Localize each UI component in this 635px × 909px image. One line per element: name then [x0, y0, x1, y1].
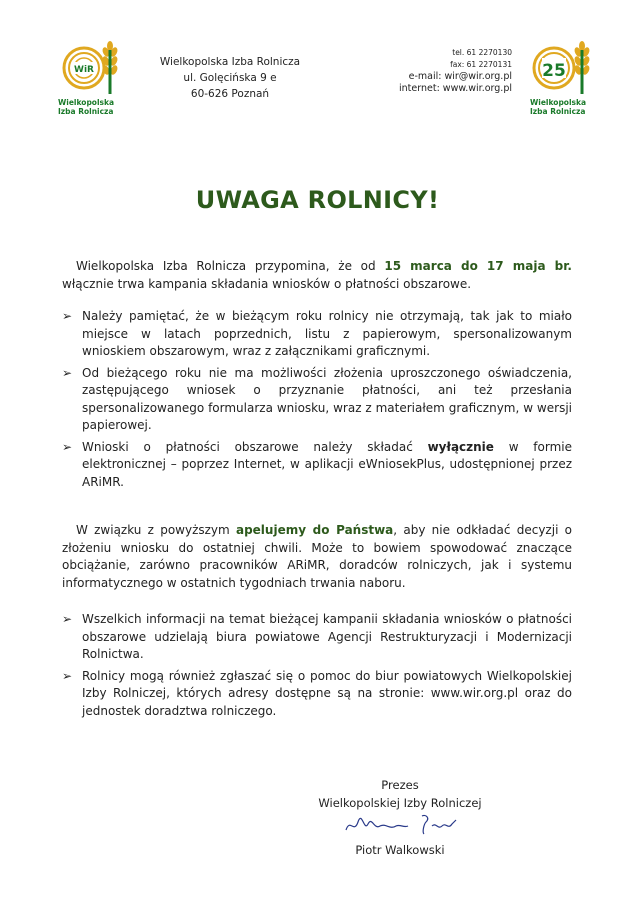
address-line: Wielkopolska Izba Rolnicza: [159, 56, 301, 68]
contact-tel: tel. 61 2270130: [452, 48, 512, 57]
anniversary-logo-icon: [522, 36, 602, 98]
svg-text:25: 25: [542, 61, 566, 81]
wir-logo-left: [50, 36, 130, 122]
arrow-bullet-icon: ➢: [62, 612, 73, 626]
contact-website[interactable]: internet: www.wir.org.pl: [399, 83, 512, 94]
list-item-text: Wnioski o płatności obszarowe należy składać: [82, 439, 428, 454]
list-item-text: Wszelkich informacji na temat bieżącej kampanii składania wniosków o płatności obszarowe udzielają biura powiatowe Agencji Restrukturyzacji i Modernizacji Rolnictwa.: [82, 612, 572, 661]
signatory-name: Piotr Walkowski: [355, 843, 445, 857]
intro-date-highlight: 15 marca do 17 maja br.: [384, 259, 572, 273]
arrow-bullet-icon: ➢: [62, 439, 73, 454]
logo-caption-line: Wielkopolska: [530, 98, 587, 107]
logo-caption-line: Wielkopolska: [58, 98, 115, 107]
list-item-text: w formie elektronicznej – poprzez Internet, w aplikacji eWniosekPlus, udostępnionej przez ARiMR.: [82, 439, 572, 489]
wheat-logo-icon: [50, 36, 130, 98]
logo-caption-line: Izba Rolnicza: [530, 107, 586, 116]
address-block: [150, 54, 310, 102]
arrow-bullet-icon: ➢: [62, 365, 73, 380]
list-item-text: Należy pamiętać, że w bieżącym roku rolnicy nie otrzymają, tak jak to miało miejsce w latach poprzednich, listu z papierowym, spersonalizowanym wnioskiem obszarowym, wraz z załącznikami graficznymi.: [82, 309, 572, 358]
intro-text: włącznie trwa kampania składania wniosków o płatności obszarowe.: [62, 276, 472, 291]
signature-organization: Wielkopolskiej Izby Rolniczej: [318, 796, 482, 810]
contact-email[interactable]: e-mail: wir@wir.org.pl: [408, 71, 512, 82]
logo-caption-line: Izba Rolnicza: [58, 107, 114, 116]
handwritten-signature: [340, 810, 470, 840]
contact-fax: fax: 61 2270131: [450, 60, 512, 69]
notice-list: [62, 308, 572, 495]
list-item: [62, 611, 572, 664]
logo-left-caption: [58, 98, 114, 116]
arrow-bullet-icon: ➢: [62, 668, 73, 683]
arrow-bullet-icon: ➢: [62, 309, 73, 323]
page-title: UWAGA ROLNICY!: [195, 186, 440, 214]
list-item: [62, 439, 572, 492]
contact-block: [380, 47, 512, 95]
info-list: [62, 611, 572, 724]
logo-right-caption: [530, 98, 586, 116]
list-item: [62, 365, 572, 435]
address-line: ul. Golęcińska 9 e: [183, 72, 277, 84]
svg-text:WiR: WiR: [74, 65, 94, 75]
appeal-text: W związku z powyższym: [76, 523, 236, 537]
list-item-text: Rolnicy mogą również zgłaszać się o pomoc do biur powiatowych Wielkopolskiej Izby Rolniczej, których adresy dostępne są na stronie: www.wir.org.pl oraz do jednostek doradztwa rolniczego.: [82, 668, 572, 718]
intro-text: Wielkopolska Izba Rolnicza przypomina, że od: [76, 259, 385, 273]
appeal-text: , aby nie odkładać decyzji o złożeniu wniosku do ostatniej chwili. Może to bowiem spowodować znaczące obciążanie, zarówno pracowników ARiMR, doradców rolniczych, jak i systemu informatycznego w ostatnich tygodniach trwania naboru.: [62, 523, 572, 590]
list-item-emphasis: wyłącznie: [427, 439, 494, 454]
address-line: 60-626 Poznań: [190, 88, 270, 100]
wir-25-logo-right: [522, 36, 602, 122]
intro-paragraph: [62, 258, 572, 293]
signature-title: Prezes: [381, 778, 419, 792]
signature-role: [300, 776, 500, 812]
list-item-text: Od bieżącego roku nie ma możliwości złożenia uproszczonego oświadczenia, zastępującego wniosek o przyznanie płatności, ani też przesłania spersonalizowanego formularza wniosku, wraz z materiałem graficznym, w wersji papierowej.: [82, 365, 572, 432]
appeal-paragraph: [62, 522, 572, 592]
appeal-highlight: apelujemy do Państwa: [235, 523, 394, 537]
list-item: [62, 668, 572, 721]
list-item: [62, 308, 572, 361]
